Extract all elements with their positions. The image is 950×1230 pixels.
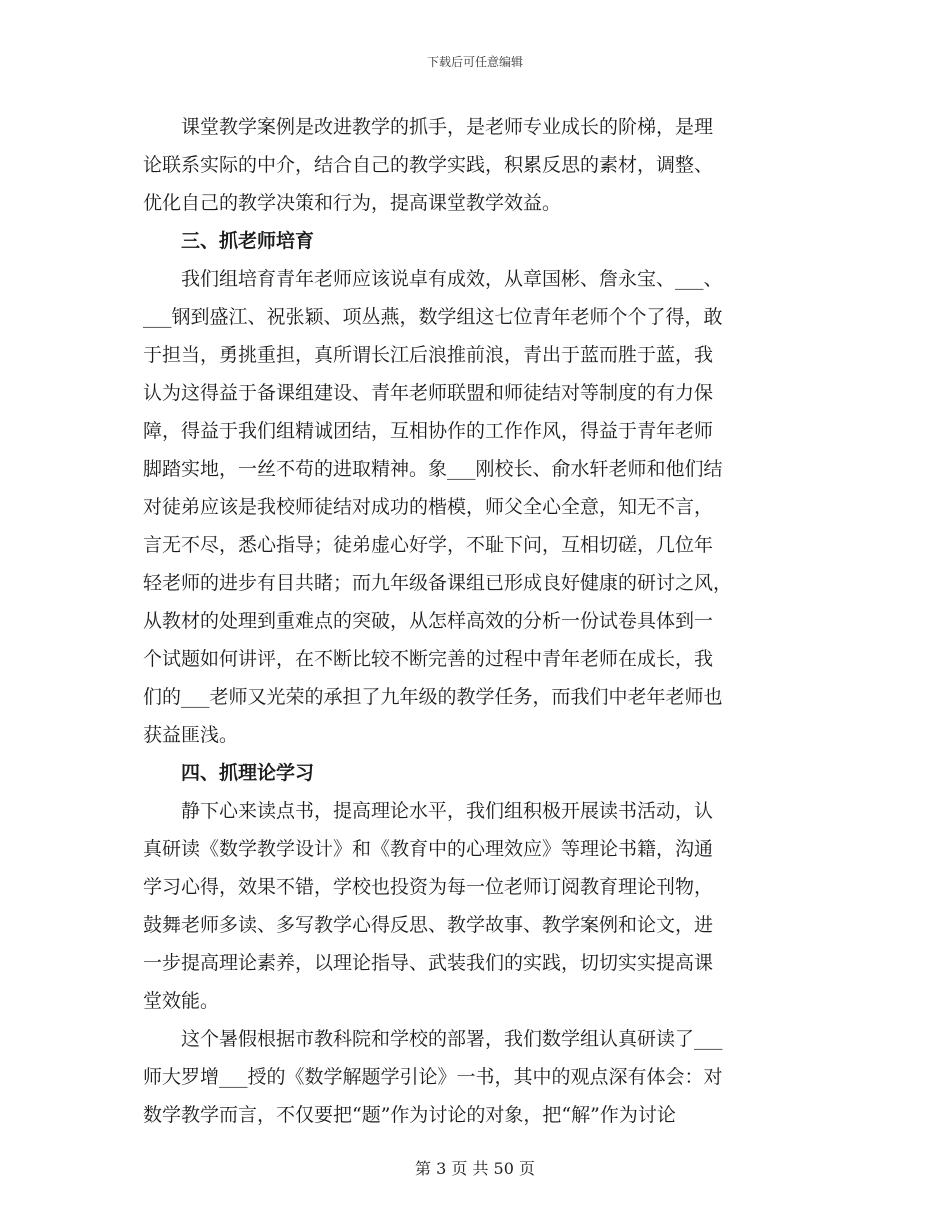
text-line: 这个暑假根据市教科院和学校的部署，我们数学组认真研读了___	[143, 1028, 723, 1050]
text-line: 数学教学而言，不仅要把“题”作为讨论的对象，把“解”作为讨论	[143, 1104, 676, 1126]
text-line: 认为这得益于备课组建设、青年老师联盟和师徒结对等制度的有力保	[143, 382, 714, 404]
text-line: ___钢到盛江、祝张颖、项丛燕，数学组这七位青年老师个个了得，敢	[143, 306, 723, 328]
text-line: 学习心得，效果不错，学校也投资为每一位老师订阅教育理论刊物，	[143, 876, 714, 898]
text-line: 我们组培育青年老师应该说卓有成效，从章国彬、詹永宝、___、	[143, 268, 723, 290]
text-line: 论联系实际的中介，结合自己的教学实践，积累反思的素材，调整、	[143, 154, 714, 176]
text-line: 一步提高理论素养，以理论指导、武装我们的实践，切切实实提高课	[143, 952, 714, 974]
text-line: 从教材的处理到重难点的突破，从怎样高效的分析一份试卷具体到一	[143, 610, 714, 632]
section-heading: 三、抓老师培育	[143, 230, 315, 252]
text-line: 堂效能。	[143, 990, 220, 1012]
text-line: 于担当，勇挑重担，真所谓长江后浪推前浪，青出于蓝而胜于蓝，我	[143, 344, 714, 366]
section-heading: 四、抓理论学习	[143, 762, 315, 784]
text-line: 静下心来读点书，提高理论水平，我们组积极开展读书活动，认	[143, 800, 714, 822]
text-line: 个试题如何讲评，在不断比较不断完善的过程中青年老师在成长，我	[143, 648, 714, 670]
text-line: 获益匪浅。	[143, 724, 239, 746]
text-line: 轻老师的进步有目共睹；而九年级备课组已形成良好健康的研讨之风，	[143, 572, 733, 594]
page-header: 下载后可任意编辑	[426, 55, 523, 69]
text-line: 言无不尽，悉心指导；徒弟虚心好学，不耻下问，互相切磋，几位年	[143, 534, 714, 556]
document-body	[143, 108, 807, 1134]
text-line: 优化自己的教学决策和行为，提高课堂教学效益。	[143, 192, 562, 214]
text-line: 师大罗增___授的《数学解题学引论》一书，其中的观点深有体会：对	[143, 1066, 723, 1088]
text-line: 脚踏实地，一丝不苟的进取精神。象___刚校长、俞水轩老师和他们结	[143, 458, 723, 480]
text-line: 课堂教学案例是改进教学的抓手，是老师专业成长的阶梯，是理	[143, 116, 714, 138]
text-line: 鼓舞老师多读、多写教学心得反思、教学故事、教学案例和论文，进	[143, 914, 714, 936]
text-line: 对徒弟应该是我校师徒结对成功的楷模，师父全心全意，知无不言，	[143, 496, 714, 518]
page-number: 第 3 页 共 50 页	[415, 1159, 535, 1178]
text-line: 真研读《数学教学设计》和《教育中的心理效应》等理论书籍，沟通	[143, 838, 714, 860]
text-line: 障，得益于我们组精诚团结，互相协作的工作作风，得益于青年老师	[143, 420, 714, 442]
text-line: 们的___老师又光荣的承担了九年级的教学任务，而我们中老年老师也	[143, 686, 723, 708]
